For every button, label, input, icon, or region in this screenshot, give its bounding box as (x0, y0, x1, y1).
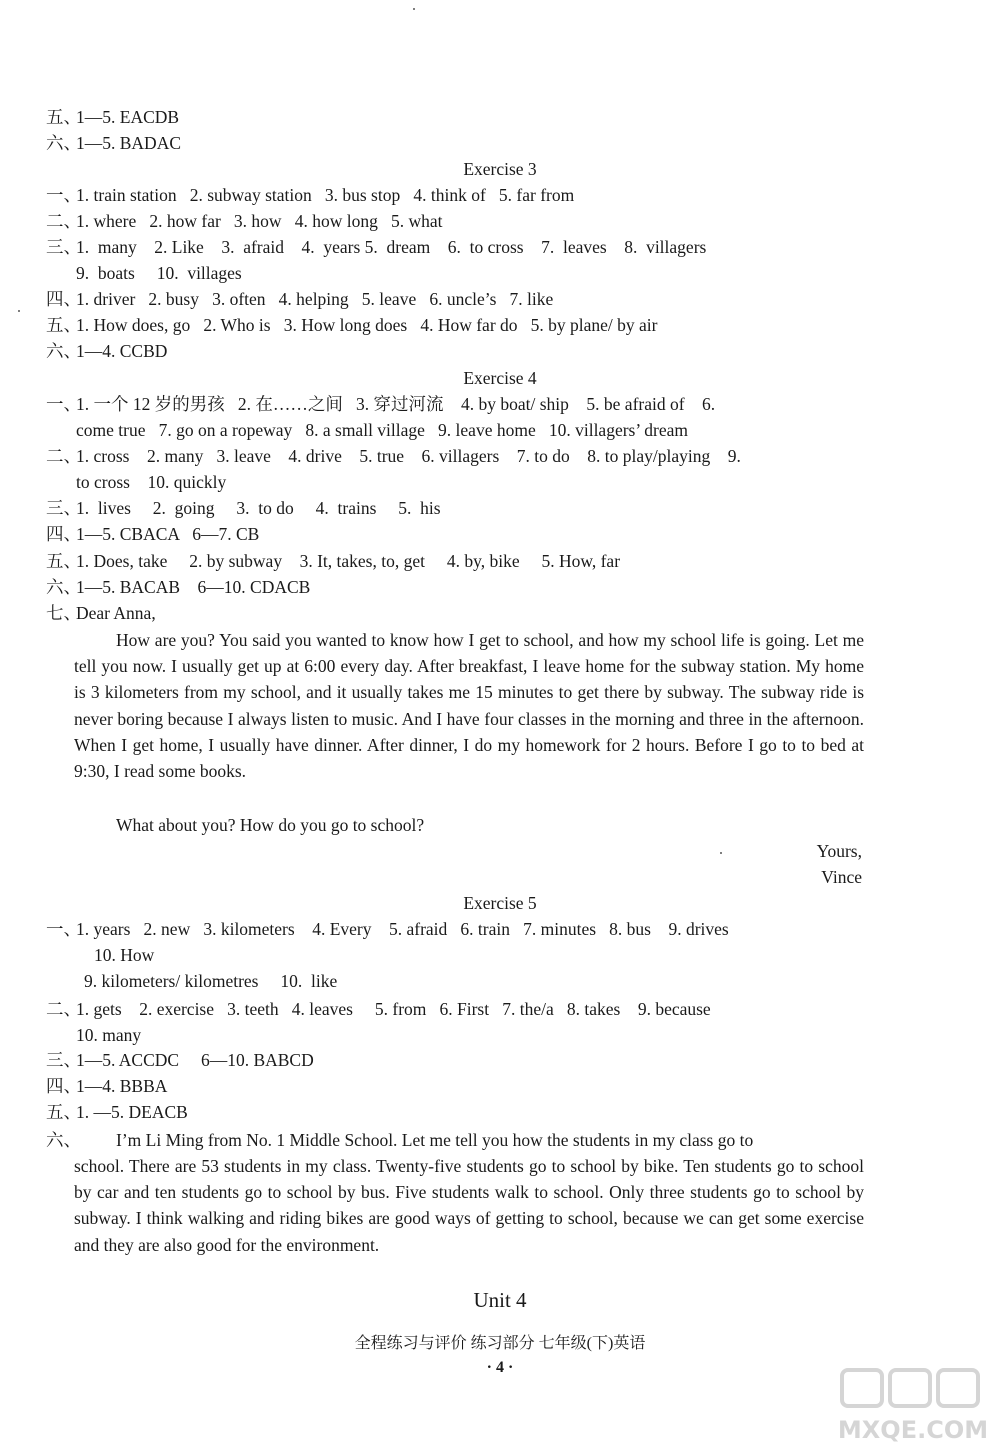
answer-line (0, 286, 1000, 312)
answer-text: 1. where 2. how far 3. how 4. how long 5. what (76, 211, 443, 231)
answer-line (0, 260, 1000, 286)
watermark-text: MXQE.COM (838, 1416, 988, 1444)
answer-line (0, 1022, 1000, 1048)
answer-line (0, 495, 1000, 521)
section-label: 三、 (46, 498, 81, 518)
section-label: 五、 (46, 551, 81, 571)
answer-line (0, 182, 1000, 208)
section-label: 六、 (46, 1130, 81, 1150)
section-label: 三、 (46, 1050, 81, 1070)
answer-line (0, 208, 1000, 234)
scan-speck (720, 852, 722, 854)
letter-body: How are you? You said you wanted to know how I get to school, and how my school life is going. Let me tell you now. I usually get up at 6:00 every day. After breakfast, I leave home for the subway station. My home is 3 kilometers from my school, and it usually takes me 15 minutes to get there by subway. The subway ride is never boring because I always listen to music. And I have four classes in the morning and three in the afternoon. When I get home, I usually have dinner. After dinner, I do my homework for 2 hours. Before I go to to bed at 9:30, I read some books. (74, 630, 864, 782)
answer-line (0, 1127, 1000, 1153)
section-label: 二、 (46, 999, 81, 1019)
answer-text: 10. many (76, 1025, 142, 1045)
answer-line (0, 1047, 1000, 1073)
answer-line (0, 1073, 1000, 1099)
answer-text: 1—5. BADAC (76, 133, 182, 153)
paragraph-first-line: I’m Li Ming from No. 1 Middle School. Let me tell you how the students in my class go to (116, 1130, 754, 1150)
answer-text: 9. boats 10. villages (76, 263, 242, 283)
section-label: 三、 (46, 237, 81, 257)
section-label: 一、 (46, 185, 81, 205)
section-label: 二、 (46, 211, 81, 231)
answer-line (0, 548, 1000, 574)
answer-text: 1—5. ACCDC 6—10. BABCD (76, 1050, 314, 1070)
answer-line (0, 521, 1000, 547)
answer-line (0, 916, 1000, 942)
scan-speck (18, 310, 20, 312)
answer-line (0, 469, 1000, 495)
exercise-4-title: Exercise 4 (463, 368, 537, 388)
section-label: 四、 (46, 524, 81, 544)
section-label: 五、 (46, 315, 81, 335)
exercise-5-title: Exercise 5 (463, 893, 537, 913)
answer-text: 1. 一个 12 岁的男孩 2. 在……之间 3. 穿过河流 4. by boat/ ship 5. be afraid of 6. (76, 394, 716, 414)
answer-text: 1. —5. DEACB (76, 1102, 188, 1122)
answer-line (0, 338, 1000, 364)
answer-line (0, 104, 1000, 130)
answer-text: 1—4. BBBA (76, 1076, 168, 1096)
answer-text: 1—5. EACDB (76, 107, 180, 127)
answer-line (0, 1099, 1000, 1125)
answer-text: 1. many 2. Like 3. afraid 4. years 5. dream 6. to cross 7. leaves 8. villagers (76, 237, 707, 257)
answer-line (0, 312, 1000, 338)
answer-line (0, 574, 1000, 600)
answer-line (0, 130, 1000, 156)
section-label: 六、 (46, 133, 81, 153)
paragraph-body: school. There are 53 students in my class. Twenty-five students go to school by bike. Ten students go to school by car and ten students go to school by bus. Five students walk to school. Only three students go to school by subway. I think walking and riding bikes are good ways of getting to school, because we can get some exercise and they are also good for the environment. (74, 1156, 864, 1255)
answer-text: to cross 10. quickly (76, 472, 227, 492)
watermark-logo (838, 1366, 988, 1446)
letter-closing: Yours, (816, 841, 862, 861)
answer-line (0, 443, 1000, 469)
answer-text: 1. gets 2. exercise 3. teeth 4. leaves 5. from 6. First 7. the/a 8. takes 9. because (76, 999, 711, 1019)
page-number: · 4 · (486, 1359, 514, 1376)
answer-text: 1—5. BACAB 6—10. CDACB (76, 577, 311, 597)
section-label: 六、 (46, 577, 81, 597)
footer-title: 全程练习与评价 练习部分 七年级(下)英语 (354, 1335, 646, 1352)
answer-line (0, 942, 1000, 968)
section-label: 五、 (46, 107, 81, 127)
answer-line (0, 996, 1000, 1022)
section-label: 二、 (46, 446, 81, 466)
answer-text: 1. cross 2. many 3. leave 4. drive 5. true 6. villagers 7. to do 8. to play/playing 9. (76, 446, 741, 466)
answer-text: 10. How (94, 945, 155, 965)
answer-text: 1—4. CCBD (76, 341, 168, 361)
letter-body: What about you? How do you go to school? (116, 815, 425, 835)
answer-line (0, 234, 1000, 260)
section-label: 七、 (46, 603, 81, 623)
answer-line (0, 968, 1000, 994)
section-label: 一、 (46, 394, 81, 414)
answer-text: 9. kilometers/ kilometres 10. like (84, 971, 338, 991)
answer-text: 1. How does, go 2. Who is 3. How long does 4. How far do 5. by plane/ by air (76, 315, 658, 335)
answer-text: 1. years 2. new 3. kilometers 4. Every 5. afraid 6. train 7. minutes 8. bus 9. drives (76, 919, 729, 939)
unit-heading: Unit 4 (473, 1288, 527, 1312)
section-label: 六、 (46, 341, 81, 361)
answer-text: 1. driver 2. busy 3. often 4. helping 5. leave 6. uncle’s 7. like (76, 289, 554, 309)
section-label: 一、 (46, 919, 81, 939)
section-label: 五、 (46, 1102, 81, 1122)
section-label: 四、 (46, 289, 81, 309)
letter-signature: Vince (821, 867, 862, 887)
section-label: 四、 (46, 1076, 81, 1096)
answer-line (0, 600, 1000, 626)
answer-text: 1—5. CBACA 6—7. CB (76, 524, 260, 544)
answer-line (0, 391, 1000, 417)
answer-text: come true 7. go on a ropeway 8. a small village 9. leave home 10. villagers’ dream (76, 420, 688, 440)
scan-speck (413, 8, 415, 10)
letter-greeting: Dear Anna, (76, 603, 156, 623)
answer-text: 1. lives 2. going 3. to do 4. trains 5. his (76, 498, 441, 518)
answer-text: 1. Does, take 2. by subway 3. It, takes, to, get 4. by, bike 5. How, far (76, 551, 621, 571)
exercise-3-title: Exercise 3 (463, 159, 537, 179)
answer-text: 1. train station 2. subway station 3. bus stop 4. think of 5. far from (76, 185, 575, 205)
answer-line (0, 417, 1000, 443)
